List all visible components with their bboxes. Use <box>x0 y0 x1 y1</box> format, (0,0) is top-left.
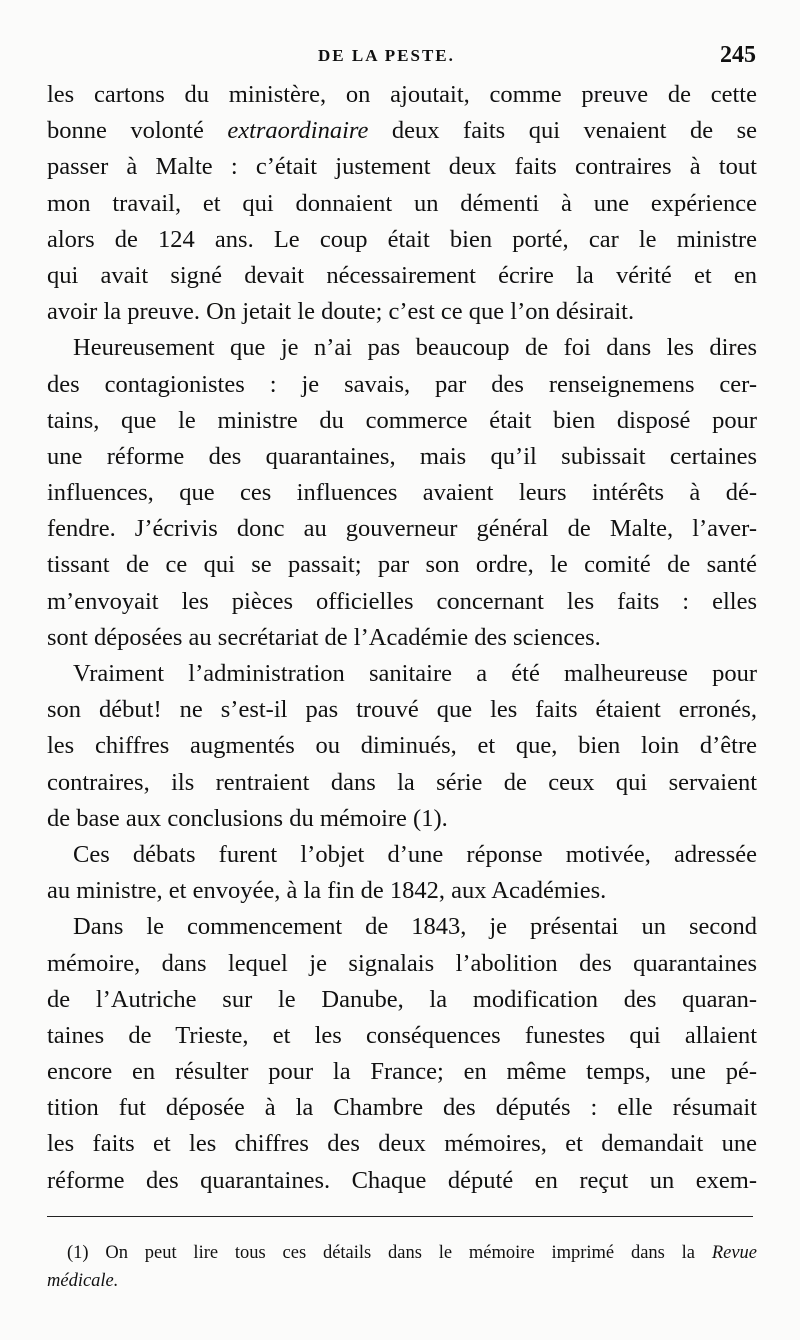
page-number: 245 <box>720 42 756 68</box>
text-line: des contagionistes : je savais, par des renseignemens cer- <box>47 370 757 398</box>
text-line: passer à Malte : c’était justement deux faits contraires à tout <box>47 153 757 181</box>
text-line: les faits et les chiffres des deux mémoires, et demandait une <box>47 1130 757 1158</box>
text-line: encore en résulter pour la France; en même temps, une pé- <box>47 1058 757 1086</box>
text-line: tains, que le ministre du commerce était bien disposé pour <box>47 406 757 434</box>
text-line: de base aux conclusions du mémoire (1). <box>47 804 448 832</box>
text-line: au ministre, et envoyée, à la fin de 1842, aux Académies. <box>47 877 607 905</box>
text-line: réforme des quarantaines. Chaque député en reçut un exem- <box>47 1166 757 1194</box>
footnote-italic-text: Revue <box>711 1243 757 1263</box>
footnote-line <box>47 1239 757 1267</box>
footnote-text: (1) On peut lire tous ces détails dans le mémoire imprimé dans la <box>67 1243 712 1263</box>
text-line: qui avait signé devait nécessairement écrire la vérité et en <box>47 261 757 289</box>
text-line: mon travail, et qui donnaient un démenti à une expérience <box>47 189 757 217</box>
footnote-line <box>47 1267 757 1295</box>
text-line: m’envoyait les pièces officielles concernant les faits : elles <box>47 587 757 615</box>
text-line: influences, que ces influences avaient leurs intérêts à dé- <box>47 479 757 507</box>
text-line: alors de 124 ans. Le coup était bien porté, car le ministre <box>47 225 757 253</box>
text-line: Vraiment l’administration sanitaire a été malheureuse pour <box>73 660 757 687</box>
footnote-rule <box>47 1216 753 1217</box>
text-line: contraires, ils rentraient dans la série de ceux qui servaient <box>47 768 757 796</box>
running-title: DE LA PESTE. <box>318 46 455 65</box>
text-segment: deux faits qui venaient de se <box>368 117 757 145</box>
text-line: son début! ne s’est-il pas trouvé que les faits étaient erronés, <box>47 696 757 724</box>
text-segment: bonne volonté <box>47 117 228 145</box>
text-line: une réforme des quarantaines, mais qu’il subissait certaines <box>47 442 757 470</box>
text-line: sont déposées au secrétariat de l’Académie des sciences. <box>47 623 601 651</box>
text-line: de l’Autriche sur le Danube, la modification des quaran- <box>47 985 757 1013</box>
text-line: les cartons du ministère, on ajoutait, comme preuve de cette <box>47 81 757 108</box>
text-line: les chiffres augmentés ou diminués, et que, bien loin d’être <box>47 732 757 760</box>
body-text <box>47 77 757 1199</box>
text-line: Heureusement que je n’ai pas beaucoup de foi dans les dires <box>73 334 757 362</box>
text-line: avoir la preuve. On jetait le doute; c’est ce que l’on désirait. <box>47 298 635 326</box>
text-line: Ces débats furent l’objet d’une réponse motivée, adressée <box>73 840 757 868</box>
text-line: taines de Trieste, et les conséquences funestes qui allaient <box>47 1021 757 1049</box>
text-line <box>47 113 757 149</box>
text-line: mémoire, dans lequel je signalais l’abolition des quarantaines <box>47 949 757 977</box>
text-line: fendre. J’écrivis donc au gouverneur général de Malte, l’aver- <box>47 515 757 543</box>
text-line: tition fut déposée à la Chambre des députés : elle résumait <box>47 1094 757 1122</box>
footnote <box>47 1239 757 1295</box>
running-header <box>0 40 800 80</box>
text-line: tissant de ce qui se passait; par son ordre, le comité de santé <box>47 551 757 579</box>
footnote-italic-text: médicale. <box>47 1271 119 1291</box>
italic-text: extraordinaire <box>227 117 369 145</box>
text-line: Dans le commencement de 1843, je présentai un second <box>73 913 757 941</box>
